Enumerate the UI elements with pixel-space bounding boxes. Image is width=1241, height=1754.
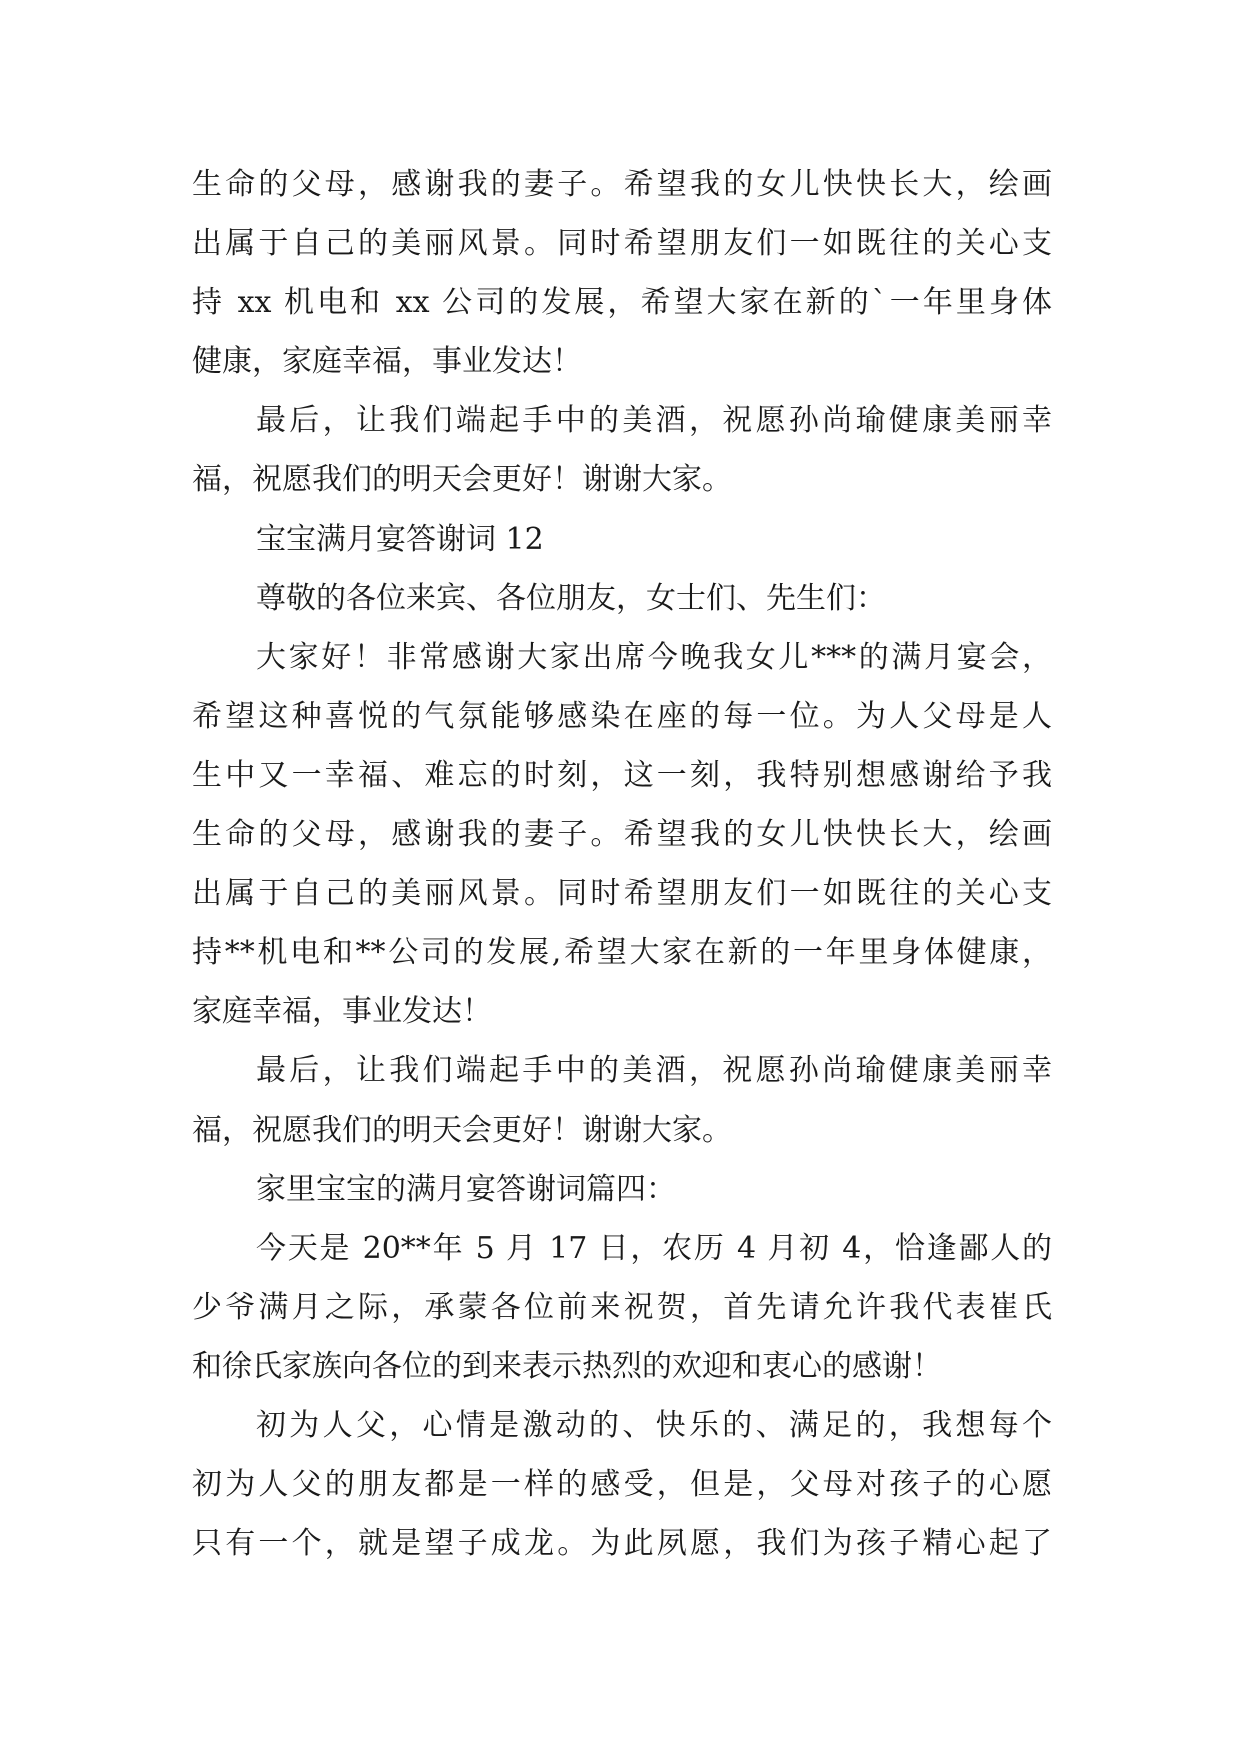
text-line: 生命的父母，感谢我的妻子。希望我的女儿快快长大，绘画 — [192, 817, 1052, 853]
text-line: 生命的父母，感谢我的妻子。希望我的女儿快快长大，绘画 — [192, 167, 1052, 202]
text-line: 希望这种喜悦的气氛能够感染在座的每一位。为人父母是人 — [192, 698, 1052, 734]
text-line: 和徐氏家族向各位的到来表示热烈的欢迎和衷心的感谢！ — [192, 1348, 942, 1384]
text-line: 只有一个，就是望子成龙。为此夙愿，我们为孩子精心起了 — [192, 1526, 1052, 1562]
text-line: 少爷满月之际，承蒙各位前来祝贺，首先请允许我代表崔氏 — [192, 1289, 1052, 1325]
text-line: 宝宝满月宴答谢词 12 — [256, 521, 544, 557]
text-line: 初为人父的朋友都是一样的感受，但是，父母对孩子的心愿 — [192, 1467, 1052, 1503]
text-line: 初为人父，心情是激动的、快乐的、满足的，我想每个 — [256, 1407, 1052, 1443]
text-line: 家里宝宝的满月宴答谢词篇四： — [256, 1171, 676, 1207]
text-line: 最后，让我们端起手中的美酒，祝愿孙尚瑜健康美丽幸 — [256, 1053, 1052, 1089]
text-line: 福，祝愿我们的明天会更好！谢谢大家。 — [192, 1112, 732, 1148]
text-line: 健康，家庭幸福，事业发达！ — [192, 344, 582, 380]
text-line: 最后，让我们端起手中的美酒，祝愿孙尚瑜健康美丽幸 — [256, 403, 1052, 439]
text-line: 尊敬的各位来宾、各位朋友，女士们、先生们： — [256, 580, 886, 616]
text-line: 今天是 20**年 5 月 17 日，农历 4 月初 4，恰逢鄙人的 — [256, 1230, 1052, 1266]
text-line: 出属于自己的美丽风景。同时希望朋友们一如既往的关心支 — [192, 226, 1052, 262]
text-line: 大家好！非常感谢大家出席今晚我女儿***的满月宴会， — [256, 639, 1052, 675]
text-line: 福，祝愿我们的明天会更好！谢谢大家。 — [192, 462, 732, 498]
text-line: 持**机电和**公司的发展,希望大家在新的一年里身体健康， — [192, 935, 1052, 971]
text-line: 持 xx 机电和 xx 公司的发展，希望大家在新的`一年里身体 — [192, 285, 1052, 321]
text-line: 生中又一幸福、难忘的时刻，这一刻，我特别想感谢给予我 — [192, 757, 1052, 793]
document-body — [192, 155, 1052, 1573]
text-line: 家庭幸福，事业发达！ — [192, 994, 492, 1030]
text-line: 出属于自己的美丽风景。同时希望朋友们一如既往的关心支 — [192, 876, 1052, 912]
